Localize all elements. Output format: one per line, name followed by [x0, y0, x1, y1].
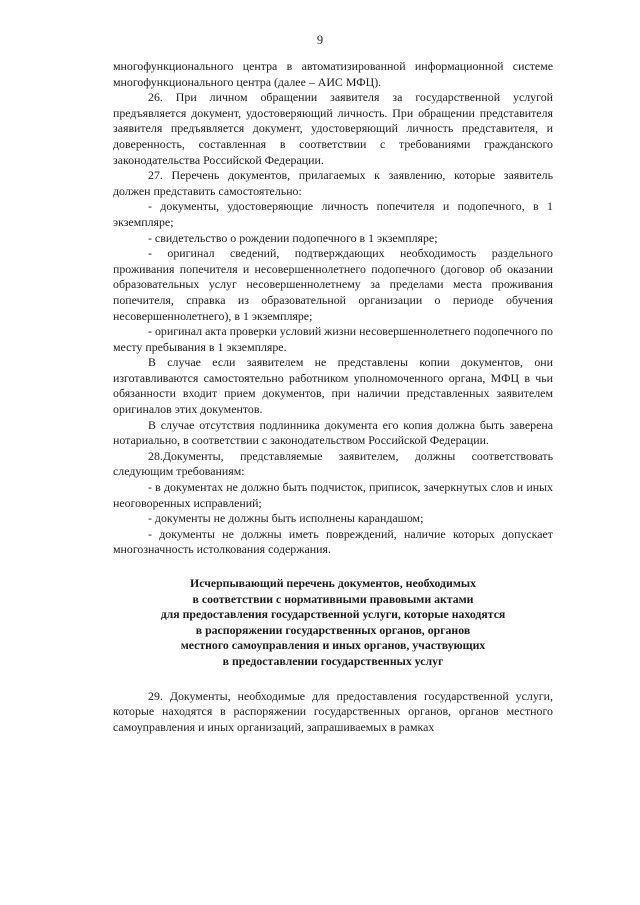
list-item-no-erasures: - в документах не должно быть подчисток, приписок, зачеркнутых слов и иных неоговоренных исправлений;: [113, 480, 553, 510]
section-heading-line: в распоряжении государственных органов, органов: [195, 622, 471, 637]
paragraph-29: 29. Документы, необходимые для предоставления государственной услуги, которые находятся в распоряжении государственных органов, органов местного самоуправления и иных организаций, запрашиваемых в рамках: [113, 688, 553, 734]
list-item-no-pencil: - документы не должны быть исполнены карандашом;: [148, 511, 424, 526]
section-heading-line: местного самоуправления и иных органов, участвующих: [180, 638, 486, 653]
paragraph-aismfc-continuation: многофункционального центра в автоматизированной информационной системе многофункционального центра (далее – АИС МФЦ).: [113, 59, 553, 89]
paragraph-28: 28.Документы, представляемые заявителем, должны соответствовать следующим требованиям:: [113, 448, 553, 479]
list-item-no-damage: - документы не должны иметь повреждений, наличие которых допускает многозначность истолкования содержания.: [113, 526, 553, 557]
section-heading-line: в предоставлении государственных услуг: [222, 653, 444, 668]
section-heading-line: в соответствии с нормативными правовыми актами: [192, 591, 474, 606]
section-heading: [113, 576, 553, 670]
list-item-separate-residence: - оригинал сведений, подтверждающих необходимость раздельного проживания попечителя и несовершеннолетнего подопечного (договор об оказании образовательных услуг несовершеннолетнему за пределами места проживания попечителя, справка из образовательной организации о периоде обучения несовершеннолетнего), в 1 экземпляре;: [113, 246, 553, 323]
list-item-birth-certificate: - свидетельство о рождении подопечного в 1 экземпляре;: [148, 230, 438, 245]
section-heading-line: для предоставления государственной услуги, которые находятся: [160, 607, 506, 622]
paragraph-27: 27. Перечень документов, прилагаемых к заявлению, которые заявитель должен представить самостоятельно:: [113, 168, 553, 198]
paragraph-26: 26. При личном обращении заявителя за государственной услугой предъявляется документ, удостоверяющий личность. При обращении представителя заявителя предъявляется документ, удостоверяющий личность представителя, и доверенность, составленная в соответствии с требованиями гражданского законодательства Российской Федерации.: [113, 90, 553, 167]
section-heading-line: Исчерпывающий перечень документов, необходимых: [190, 576, 476, 590]
list-item-identity-documents: - документы, удостоверяющие личность попечителя и подопечного, в 1 экземпляре;: [113, 199, 553, 229]
list-item-inspection-act: - оригинал акта проверки условий жизни несовершеннолетнего подопечного по месту пребывания в 1 экземпляре.: [113, 324, 553, 354]
paragraph-copies: В случае если заявителем не представлены копии документов, они изготавливаются самостоятельно работником уполномоченного органа, МФЦ в чьи обязанности входит прием документов, при наличии представленных заявителем оригиналов этих документов.: [113, 355, 553, 417]
page-number: 9: [316, 33, 324, 47]
paragraph-notarized: В случае отсутствия подлинника документа его копия должна быть заверена нотариально, в соответствии с законодательством Российской Федерации.: [113, 417, 553, 448]
document-body: [113, 59, 553, 735]
